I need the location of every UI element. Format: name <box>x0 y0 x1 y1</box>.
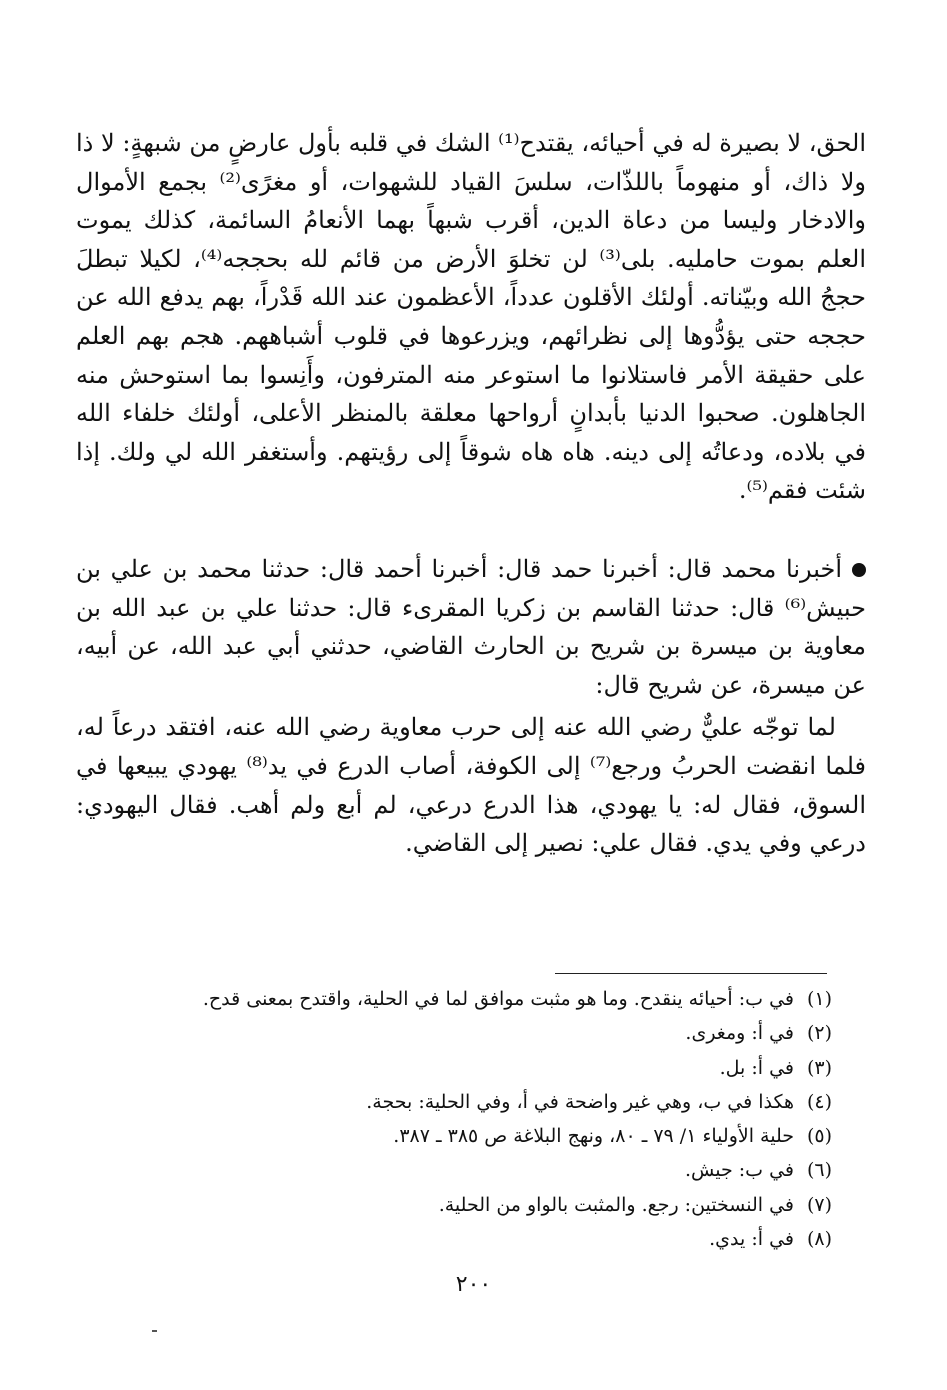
paragraph-gap <box>76 510 866 550</box>
footnote-text: حلية الأولياء ١/ ٧٩ ـ ٨٠، ونهج البلاغة ص ٣٨٥ ـ ٣٨٧. <box>393 1125 794 1148</box>
footnote-text: في ب: جيش. <box>684 1159 794 1182</box>
footnote-text: في أ: ومغرى. <box>685 1022 794 1045</box>
footnotes <box>120 982 832 1256</box>
footnote-5 <box>120 1119 832 1153</box>
footnote-number: (٦) <box>806 1159 832 1182</box>
footnote-8 <box>120 1222 832 1256</box>
footnote-number: (٢) <box>806 1022 832 1045</box>
footnote-text: في ب: أحيائه ينقدح. وما هو مثبت موافق لما في الحلية، واقتدح بمعنى قدح. <box>202 988 794 1010</box>
footnote-2 <box>120 1016 832 1050</box>
footnote-4 <box>120 1085 832 1119</box>
footnote-text: في أ: بل. <box>719 1056 794 1079</box>
bullet-icon <box>852 563 866 577</box>
footnote-number: (٥) <box>806 1125 832 1148</box>
footnote-divider <box>555 973 827 974</box>
footnote-text: هكذا في ب، وهي غير واضحة في أ، وفي الحلية: بحجة. <box>366 1090 794 1113</box>
footnote-number: (٤) <box>806 1090 832 1113</box>
paragraph-2 <box>76 550 866 704</box>
footnote-number: (٣) <box>806 1056 832 1079</box>
footnote-text: في أ: يدي. <box>709 1228 794 1251</box>
main-text <box>76 124 866 863</box>
footnote-number: (٨) <box>806 1228 832 1251</box>
footnote-3 <box>120 1051 832 1085</box>
scan-speck <box>152 1330 157 1332</box>
footnote-6 <box>120 1153 832 1187</box>
footnote-text: في النسختين: رجع. والمثبت بالواو من الحلية. <box>438 1193 794 1216</box>
paragraph-1: الحق، لا بصيرة له في أحيائه، يقتدح⁽¹⁾ الشك في قلبه بأول عارضٍ من شبهةٍ: لا ذا ولا ذاك، أو منهوماً باللذّات، سلسَ القياد للشهوات، أو مغرًى⁽²⁾ بجمع الأموال والادخار وليسا من دعاة الدين، أقرب شبهاً بهما الأنعامُ السائمة، كذلك يموت العلم بموت حامليه. بلى⁽³⁾ لن تخلوَ الأرض من قائم لله بحججه⁽⁴⁾، لكيلا تبطلَ حججُ الله وبيّناته. أولئك الأقلون عدداً، الأعظمون عند الله قَدْراً، بهم يدفع الله عن حججه حتى يؤدُّوها إلى نظرائهم، ويزرعوها في قلوب أشباههم. هجم بهم العلم على حقيقة الأمر فاستلانوا ما استوعر منه المترفون، وأَنِسوا بما استوحش منه الجاهلون. صحبوا الدنيا بأبدانٍ أرواحها معلقة بالمنظر الأعلى، أولئك خلفاء الله في بلاده، ودعاتُه إلى دينه. هاه هاه شوقاً إلى رؤيتهم. وأستغفر الله لي ولك. إذا شئت فقم⁽⁵⁾. <box>76 129 867 505</box>
footnote-7 <box>120 1188 832 1222</box>
paragraph-3: لما توجّه عليٌّ رضي الله عنه إلى حرب معاوية رضي الله عنه، افتقد درعاً له، فلما انقضت الحربُ ورجع⁽⁷⁾ إلى الكوفة، أصاب الدرع في يد⁽⁸⁾ يهودي يبيعها في السوق، فقال له: يا يهودي، هذا الدرع درعي، لم أبع ولم أهب. فقال اليهودي: درعي وفي يدي. فقال علي: نصير إلى القاضي. <box>76 713 866 858</box>
footnote-1 <box>120 982 832 1016</box>
footnote-number: (١) <box>806 988 832 1010</box>
footnote-number: (٧) <box>806 1193 832 1216</box>
paragraph-2-text: أخبرنا محمد قال: أخبرنا حمد قال: أخبرنا أحمد قال: حدثنا محمد بن علي بن حبيش⁽⁶⁾ قال: حدثنا القاسم بن زكريا المقرىء قال: حدثنا علي بن عبد الله بن معاوية بن ميسرة بن شريح بن الحارث القاضي، حدثني أبي عبد الله، عن أبيه، عن ميسرة، عن شريح قال: <box>76 554 866 699</box>
page-number: ٢٠٠ <box>455 1272 492 1297</box>
